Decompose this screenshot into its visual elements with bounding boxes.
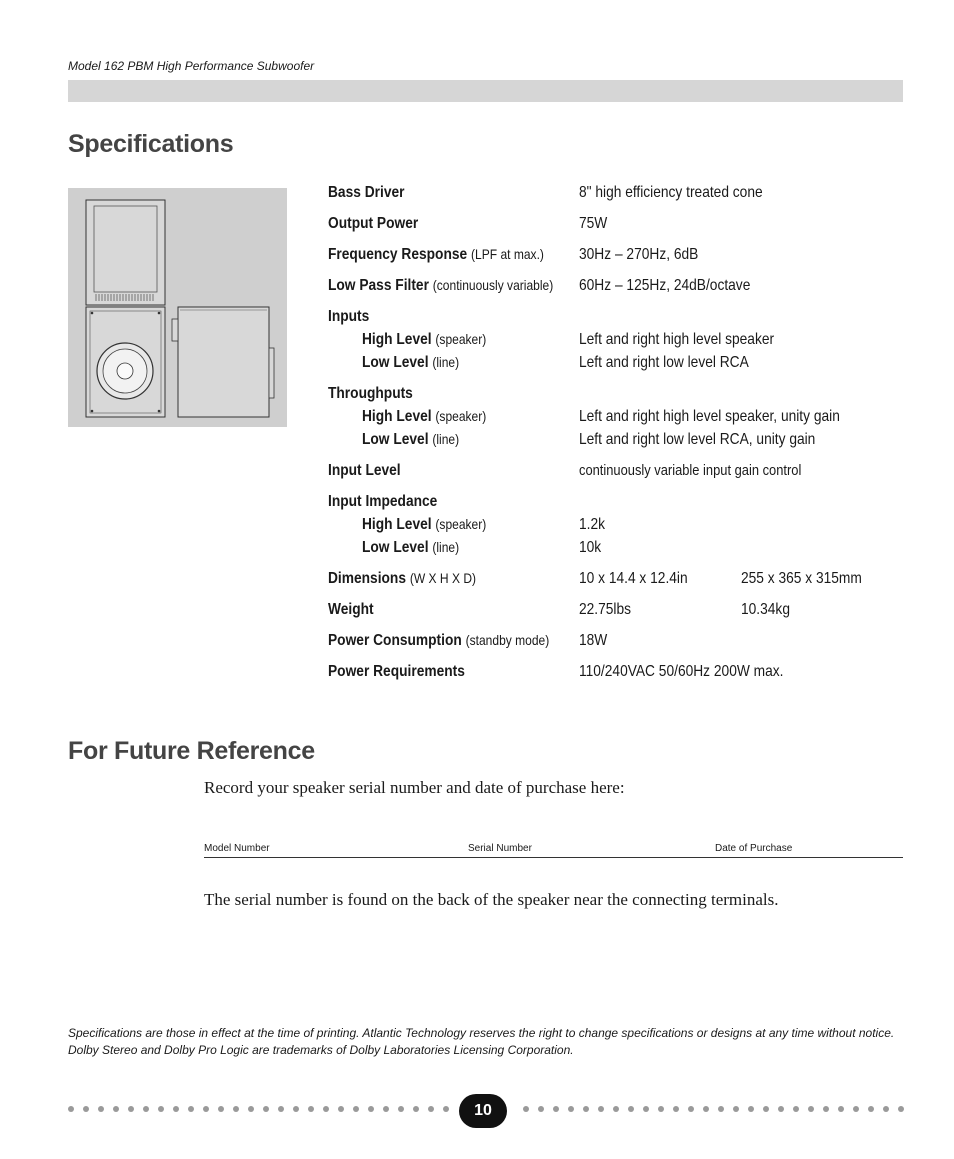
spec-row: [328, 331, 903, 354]
dot: [823, 1106, 829, 1112]
spec-value: Left and right low level RCA, unity gain: [579, 431, 816, 448]
serial-number-field-label: Serial Number: [468, 843, 532, 854]
spec-label: [328, 246, 544, 264]
spec-label: [362, 539, 459, 557]
dot: [853, 1106, 859, 1112]
dot: [143, 1106, 149, 1112]
spec-value: 1.2k: [579, 516, 606, 533]
spec-value: continuously variable input gain control: [579, 462, 802, 479]
spec-row: [328, 184, 903, 215]
dot: [673, 1106, 679, 1112]
spec-value: 8" high efficiency treated cone: [579, 184, 763, 201]
spec-label: [328, 184, 404, 202]
dot: [898, 1106, 904, 1112]
spec-label-note: (line): [432, 354, 460, 370]
spec-label: [328, 308, 369, 326]
spec-label: [362, 331, 486, 349]
model-number-field-label: Model Number: [204, 843, 270, 854]
dot: [278, 1106, 284, 1112]
spec-value: 18W: [579, 632, 608, 649]
spec-row: [328, 462, 903, 493]
spec-label-text: High Level: [362, 331, 432, 348]
subwoofer-illustration: [68, 188, 287, 427]
spec-label-text: Low Pass Filter: [328, 277, 429, 294]
serial-location-note: The serial number is found on the back of the speaker near the connecting terminals.: [204, 890, 779, 909]
specifications-title: Specifications: [68, 130, 234, 158]
spec-label-text: Input Impedance: [328, 493, 438, 510]
spec-row: [328, 308, 903, 331]
dot: [188, 1106, 194, 1112]
spec-row: [328, 385, 903, 408]
page-number: 10: [459, 1094, 507, 1128]
dot: [323, 1106, 329, 1112]
spec-label: [362, 516, 486, 534]
dot: [583, 1106, 589, 1112]
dot: [628, 1106, 634, 1112]
spec-label: [362, 431, 459, 449]
dot: [338, 1106, 344, 1112]
record-fields-line: [204, 843, 903, 858]
dot: [83, 1106, 89, 1112]
spec-label-text: Low Level: [362, 539, 429, 556]
spec-row: [328, 277, 903, 308]
spec-label-text: Low Level: [362, 431, 429, 448]
spec-label-text: High Level: [362, 408, 432, 425]
dot: [838, 1106, 844, 1112]
spec-label: [328, 385, 413, 403]
spec-label-text: Output Power: [328, 215, 419, 232]
spec-label-note: (continuously variable): [432, 277, 554, 293]
dot: [428, 1106, 434, 1112]
spec-row: [328, 570, 903, 601]
spec-label: [362, 408, 486, 426]
spec-label-text: Bass Driver: [328, 184, 405, 201]
dot: [643, 1106, 649, 1112]
spec-label-note: (line): [432, 539, 460, 555]
dot: [763, 1106, 769, 1112]
spec-label: [328, 632, 549, 650]
running-header: Model 162 PBM High Performance Subwoofer: [68, 59, 315, 73]
spec-label-text: Low Level: [362, 354, 429, 371]
spec-label-text: Power Consumption: [328, 632, 462, 649]
spec-row: [328, 632, 903, 663]
spec-row: [328, 431, 903, 462]
spec-label-text: Input Level: [328, 462, 401, 479]
dot: [173, 1106, 179, 1112]
spec-value: Left and right high level speaker: [579, 331, 775, 348]
dot: [568, 1106, 574, 1112]
dot: [688, 1106, 694, 1112]
spec-label-note: (speaker): [435, 331, 487, 347]
spec-value: Left and right low level RCA: [579, 354, 749, 371]
dot: [263, 1106, 269, 1112]
future-reference-title: For Future Reference: [68, 737, 315, 765]
dot: [413, 1106, 419, 1112]
dot: [443, 1106, 449, 1112]
dot: [398, 1106, 404, 1112]
dot: [598, 1106, 604, 1112]
dot: [308, 1106, 314, 1112]
spec-label-text: High Level: [362, 516, 432, 533]
dot: [808, 1106, 814, 1112]
dot: [658, 1106, 664, 1112]
dot: [158, 1106, 164, 1112]
dot: [68, 1106, 74, 1112]
spec-label: [328, 663, 465, 681]
spec-label-text: Frequency Response: [328, 246, 468, 263]
dot: [883, 1106, 889, 1112]
spec-label-note: (line): [432, 431, 460, 447]
spec-label-text: Throughputs: [328, 385, 413, 402]
spec-row: [328, 215, 903, 246]
dot: [523, 1106, 529, 1112]
spec-label-text: Inputs: [328, 308, 370, 325]
spec-label: [328, 277, 553, 295]
spec-row: [328, 354, 903, 385]
dot: [218, 1106, 224, 1112]
dot: [793, 1106, 799, 1112]
spec-label-note: (W X H X D): [409, 570, 477, 586]
dot: [538, 1106, 544, 1112]
spec-label: [328, 570, 476, 588]
spec-label-note: (LPF at max.): [471, 246, 544, 262]
spec-label: [328, 601, 374, 619]
dot: [778, 1106, 784, 1112]
spec-value: 110/240VAC 50/60Hz 200W max.: [579, 663, 784, 680]
dot: [748, 1106, 754, 1112]
dot: [98, 1106, 104, 1112]
dot: [718, 1106, 724, 1112]
spec-value: 60Hz – 125Hz, 24dB/octave: [579, 277, 751, 294]
date-of-purchase-field-label: Date of Purchase: [715, 843, 793, 854]
spec-row: [328, 601, 903, 632]
spec-label: [328, 462, 401, 480]
dot: [368, 1106, 374, 1112]
spec-value: 30Hz – 270Hz, 6dB: [579, 246, 699, 263]
dot: [703, 1106, 709, 1112]
spec-label: [328, 493, 437, 511]
dot: [203, 1106, 209, 1112]
spec-label-note: (standby mode): [465, 632, 550, 648]
spec-row: [328, 516, 903, 539]
dot: [248, 1106, 254, 1112]
dot: [613, 1106, 619, 1112]
dot: [733, 1106, 739, 1112]
dot: [293, 1106, 299, 1112]
spec-row: [328, 493, 903, 516]
spec-label-note: (speaker): [435, 408, 487, 424]
spec-value: 10 x 14.4 x 12.4in: [579, 570, 688, 587]
spec-label-text: Dimensions: [328, 570, 406, 587]
spec-value-metric: 255 x 365 x 315mm: [741, 570, 862, 587]
dot: [233, 1106, 239, 1112]
dot: [383, 1106, 389, 1112]
spec-value: 22.75lbs: [579, 601, 632, 618]
dot: [128, 1106, 134, 1112]
specifications-table: [328, 184, 903, 694]
spec-value-metric: 10.34kg: [741, 601, 790, 618]
spec-value: 10k: [579, 539, 602, 556]
header-bar: [68, 80, 903, 102]
spec-label-note: (speaker): [435, 516, 487, 532]
spec-label-text: Weight: [328, 601, 374, 618]
spec-row: [328, 663, 903, 694]
footnote: [68, 1025, 894, 1059]
spec-label: [328, 215, 418, 233]
spec-row: [328, 539, 903, 570]
spec-row: [328, 408, 903, 431]
spec-value: 75W: [579, 215, 608, 232]
spec-label-text: Power Requirements: [328, 663, 465, 680]
spec-row: [328, 246, 903, 277]
spec-label: [362, 354, 459, 372]
dot: [353, 1106, 359, 1112]
subwoofer-drawing-icon: [68, 188, 287, 427]
dot: [113, 1106, 119, 1112]
dot: [868, 1106, 874, 1112]
footnote-line-2: Dolby Stereo and Dolby Pro Logic are trademarks of Dolby Laboratories Licensing Corporation.: [68, 1043, 574, 1057]
dot: [553, 1106, 559, 1112]
footnote-line-1: Specifications are those in effect at the time of printing. Atlantic Technology reserves the right to change specifications or designs at any time without notice.: [68, 1026, 895, 1040]
record-instructions: Record your speaker serial number and date of purchase here:: [204, 778, 625, 797]
spec-value: Left and right high level speaker, unity gain: [579, 408, 840, 425]
